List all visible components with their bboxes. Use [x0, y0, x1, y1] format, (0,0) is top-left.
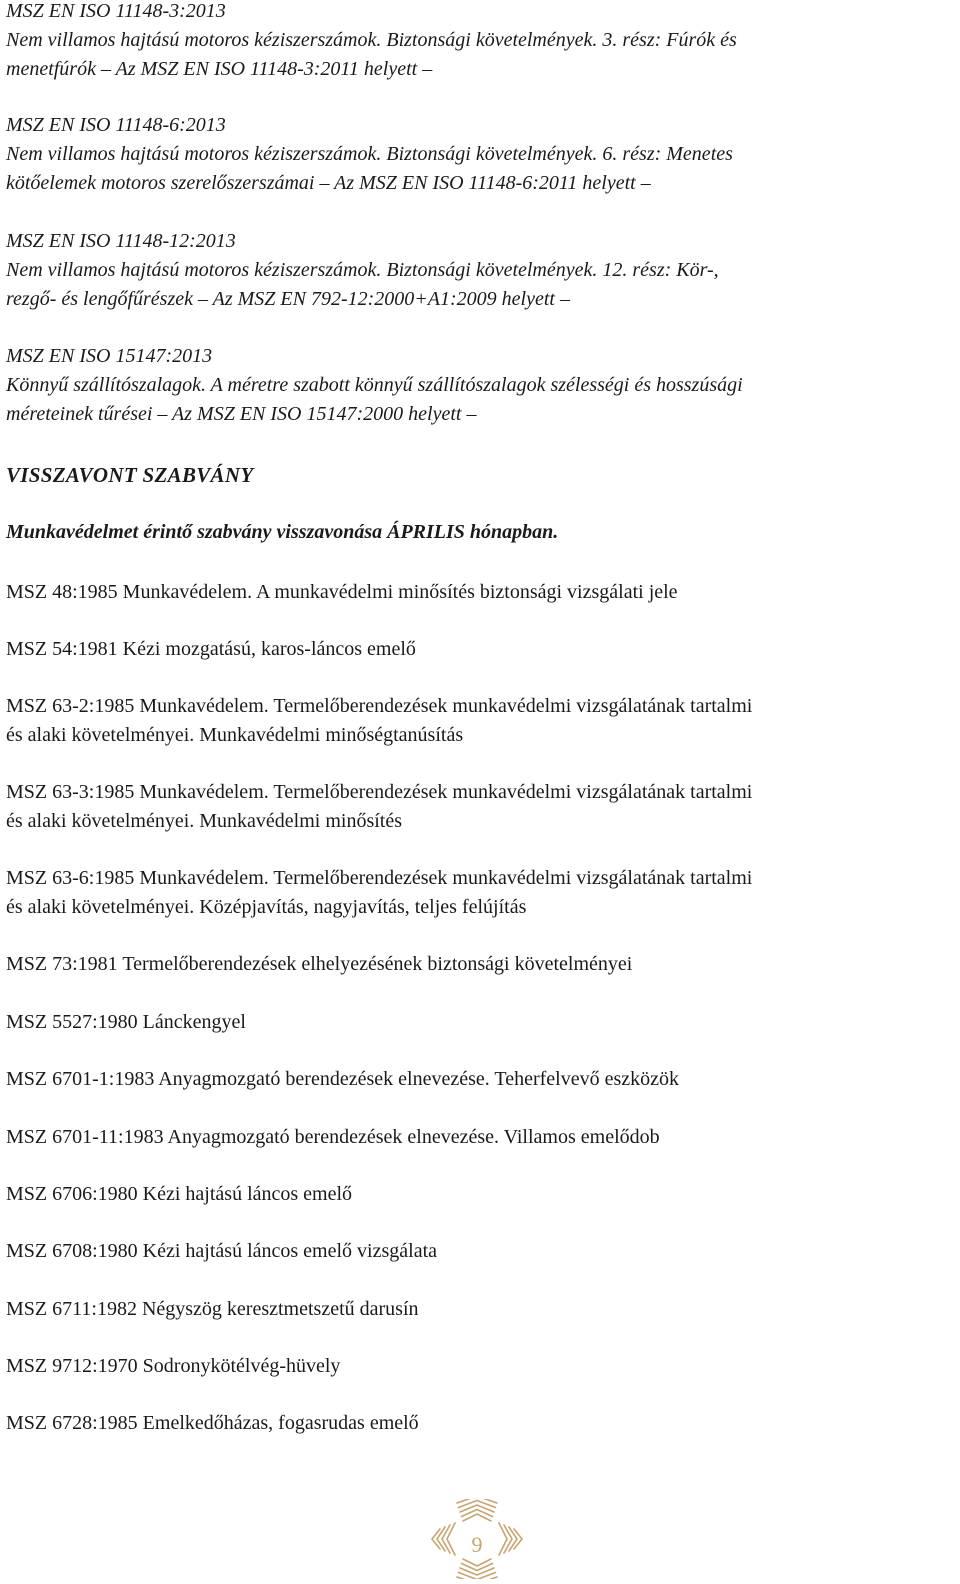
withdrawn-item — [6, 864, 956, 922]
page-number: 9 — [471, 1532, 483, 1557]
ornament-chevron — [462, 1510, 493, 1517]
withdrawn-item — [6, 1065, 956, 1094]
standard-entry — [6, 227, 956, 314]
withdrawn-item-line: MSZ 54:1981 Kézi mozgatású, karos-láncos emelő — [6, 638, 416, 660]
withdrawn-item-line: MSZ 48:1985 Munkavédelem. A munkavédelmi minősítés biztonsági vizsgálati jele — [6, 581, 678, 603]
chevron-lattice-ornament-icon — [427, 1499, 527, 1579]
standard-title-line: Könnyű szállítószalagok. A méretre szabott könnyű szállítószalagok szélességi és hosszúsági — [6, 374, 743, 396]
standard-code: MSZ EN ISO 11148-6:2013 — [6, 114, 226, 136]
withdrawn-item-line: MSZ 6711:1982 Négyszög keresztmetszetű darusín — [6, 1298, 419, 1320]
ornament-chevron — [460, 1568, 494, 1575]
withdrawn-item — [6, 692, 956, 750]
page-footer — [427, 1499, 527, 1579]
withdrawn-item-line: MSZ 6706:1980 Kézi hajtású láncos emelő — [6, 1183, 353, 1205]
withdrawn-item — [6, 1008, 956, 1037]
withdrawn-item-line: MSZ 6728:1985 Emelkedőházas, fogasrudas emelő — [6, 1412, 419, 1434]
ornament-chevron — [463, 1514, 491, 1521]
withdrawn-item — [6, 1409, 956, 1438]
withdrawn-item — [6, 1237, 956, 1266]
withdrawn-item-line: MSZ 6701-11:1983 Anyagmozgató berendezések elnevezése. Villamos emelődob — [6, 1126, 660, 1148]
withdrawn-item-line: MSZ 6708:1980 Kézi hajtású láncos emelő vizsgálata — [6, 1240, 438, 1262]
standard-title-line: Nem villamos hajtású motoros kéziszerszámok. Biztonsági követelmények. 6. rész: Menetes — [6, 143, 733, 165]
withdrawn-item-line: MSZ 6701-1:1983 Anyagmozgató berendezések elnevezése. Teherfelvevő eszközök — [6, 1068, 679, 1090]
withdrawn-item — [6, 778, 956, 836]
standard-title-line: menetfúrók – Az MSZ EN ISO 11148-3:2011 helyett – — [6, 58, 433, 80]
standard-entry — [6, 0, 956, 84]
withdrawn-item — [6, 1352, 956, 1381]
ornament-chevron — [462, 1564, 493, 1571]
standard-entry — [6, 342, 956, 429]
standard-title-line: kötőelemek motoros szerelőszerszámai – Az MSZ EN ISO 11148-6:2011 helyett – — [6, 172, 651, 194]
withdrawn-item-line: MSZ 5527:1980 Lánckengyel — [6, 1011, 246, 1033]
ornament-chevron — [432, 1529, 440, 1549]
withdrawn-item-line: MSZ 63-2:1985 Munkavédelem. Termelőberendezések munkavédelmi vizsgálatának tartalmi — [6, 695, 753, 717]
withdrawn-subheading: Munkavédelmet érintő szabvány visszavonása ÁPRILIS hónapban. — [6, 521, 559, 543]
withdrawn-item-line: és alaki követelményei. Munkavédelmi minősítés — [6, 810, 403, 832]
ornament-chevron — [459, 1501, 496, 1508]
withdrawn-item — [6, 1123, 956, 1152]
ornament-chevron — [514, 1529, 522, 1549]
withdrawn-heading: VISSZAVONT SZABVÁNY — [6, 463, 254, 487]
withdrawn-item-line: és alaki követelményei. Munkavédelmi minőségtanúsítás — [6, 724, 464, 746]
standard-code: MSZ EN ISO 15147:2013 — [6, 345, 213, 367]
withdrawn-item — [6, 635, 956, 664]
withdrawn-item — [6, 1295, 956, 1324]
withdrawn-item-line: és alaki követelményei. Középjavítás, nagyjavítás, teljes felújítás — [6, 896, 527, 918]
standard-title-line: méreteinek tűrései – Az MSZ EN ISO 15147:2000 helyett – — [6, 403, 477, 425]
standard-code: MSZ EN ISO 11148-12:2013 — [6, 230, 236, 252]
withdrawn-item-line: MSZ 63-6:1985 Munkavédelem. Termelőberendezések munkavédelmi vizsgálatának tartalmi — [6, 867, 753, 889]
withdrawn-item-line: MSZ 63-3:1985 Munkavédelem. Termelőberendezések munkavédelmi vizsgálatának tartalmi — [6, 781, 753, 803]
withdrawn-item-line: MSZ 9712:1970 Sodronykötélvég-hüvely — [6, 1355, 341, 1377]
withdrawn-item — [6, 578, 956, 607]
standard-title-line: rezgő- és lengőfűrészek – Az MSZ EN 792-12:2000+A1:2009 helyett – — [6, 288, 570, 310]
withdrawn-item — [6, 1180, 956, 1209]
ornament-chevron — [463, 1559, 491, 1566]
withdrawn-item — [6, 950, 956, 979]
standard-code: MSZ EN ISO 11148-3:2013 — [6, 0, 226, 22]
withdrawn-item-line: MSZ 73:1981 Termelőberendezések elhelyezésének biztonsági követelményei — [6, 953, 633, 975]
standard-entry — [6, 111, 956, 198]
ornament-chevron — [460, 1505, 494, 1512]
standard-title-line: Nem villamos hajtású motoros kéziszerszámok. Biztonsági követelmények. 3. rész: Fúrók és — [6, 29, 737, 51]
standard-title-line: Nem villamos hajtású motoros kéziszerszámok. Biztonsági követelmények. 12. rész: Kör-, — [6, 259, 719, 281]
